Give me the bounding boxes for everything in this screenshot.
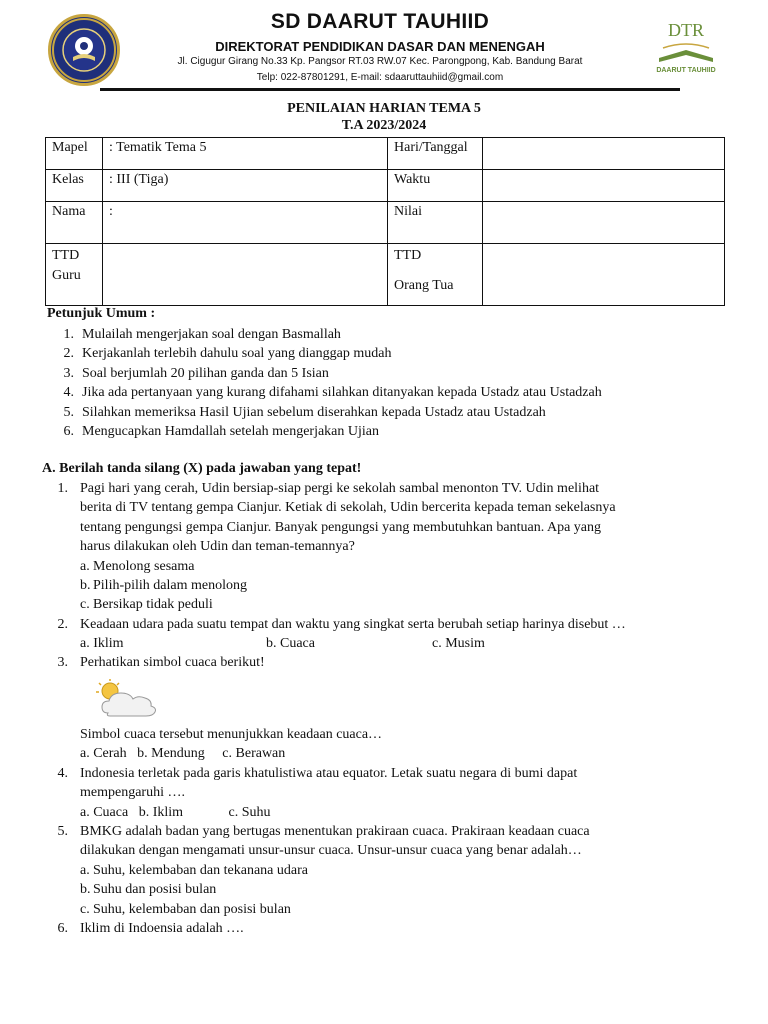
ttd-guru-field[interactable] bbox=[103, 244, 388, 306]
waktu-field[interactable] bbox=[483, 170, 725, 202]
partly-cloudy-icon bbox=[96, 679, 160, 719]
option-letter: a. bbox=[80, 862, 90, 878]
waktu-label: Waktu bbox=[388, 170, 483, 202]
question-line: BMKG adalah badan yang bertugas menentukan prakiraan cuaca. Prakiraan keadaan cuaca bbox=[80, 824, 590, 839]
nilai-label: Nilai bbox=[388, 202, 483, 244]
option-a[interactable]: a. Iklim bbox=[80, 636, 124, 652]
instruction-item: 3. Soal berjumlah 20 pilihan ganda dan 5 Isian bbox=[63, 365, 329, 381]
school-address: Jl. Cigugur Girang No.33 Kp. Pangsor RT.03 RW.07 Kec. Parongpong, Kab. Bandung Barat bbox=[177, 56, 583, 67]
instructions-list bbox=[47, 325, 602, 441]
option-letter: c. bbox=[80, 597, 90, 613]
question-number: 5. bbox=[57, 824, 68, 839]
option-letter: b. bbox=[80, 882, 91, 898]
student-info-table bbox=[45, 137, 725, 306]
directorate-name: DIREKTORAT PENDIDIKAN DASAR DAN MENENGAH bbox=[215, 39, 545, 54]
question-line: harus dilakukan oleh Udin dan teman-temannya? bbox=[80, 539, 355, 555]
instruction-item: 1. Mulailah mengerjakan soal dengan Basmallah bbox=[63, 327, 341, 342]
question-number: 6. bbox=[57, 921, 68, 936]
option-text: Pilih-pilih dalam menolong bbox=[93, 578, 247, 593]
kelas-value: : III (Tiga) bbox=[103, 170, 388, 202]
question-line: tentang pengungsi gempa Cianjur. Banyak pengungsi yang membutuhkan bantuan. Apa yang bbox=[80, 519, 602, 535]
question-text: Perhatikan simbol cuaca berikut! bbox=[80, 655, 265, 670]
ttd-guru-line2: Guru bbox=[52, 268, 81, 283]
school-seal-logo bbox=[48, 14, 120, 86]
option-c[interactable]: c. Musim bbox=[432, 636, 485, 652]
ttd-ortu-line1: TTD bbox=[394, 248, 422, 263]
options-line[interactable]: a. Cuaca b. Iklim c. Suhu bbox=[80, 804, 271, 820]
instruction-text: Mengucapkan Hamdallah setelah mengerjakan Ujian bbox=[82, 423, 379, 439]
kelas-label: Kelas bbox=[46, 170, 103, 202]
instruction-text: Jika ada pertanyaan yang kurang difahami silahkan ditanyakan kepada Ustadz atau Ustadzah bbox=[82, 385, 602, 401]
option-text: Suhu, kelembaban dan tekanana udara bbox=[93, 862, 308, 878]
instruction-item: 2. Kerjakanlah terlebih dahulu soal yang dianggap mudah bbox=[63, 346, 392, 362]
dt-logo bbox=[645, 14, 727, 88]
hari-field[interactable] bbox=[483, 138, 725, 170]
hari-label: Hari/Tanggal bbox=[388, 138, 483, 170]
ttd-guru-label bbox=[46, 244, 103, 306]
instruction-item: 6. Mengucapkan Hamdallah setelah mengerjakan Ujian bbox=[63, 423, 379, 439]
nama-label: Nama bbox=[46, 202, 103, 244]
letterhead bbox=[0, 0, 768, 92]
option-b[interactable] bbox=[80, 576, 247, 595]
option-a[interactable] bbox=[80, 557, 194, 576]
header-rule bbox=[100, 88, 680, 91]
options-line[interactable]: a. Cerah b. Mendung c. Berawan bbox=[80, 746, 286, 762]
question-number: 4. bbox=[57, 766, 68, 781]
ttd-guru-line1: TTD bbox=[52, 248, 80, 263]
instruction-text: Kerjakanlah terlebih dahulu soal yang dianggap mudah bbox=[82, 346, 392, 362]
instruction-item: 5. Silahkan memeriksa Hasil Ujian sebelum diserahkan kepada Ustadz atau Ustadzah bbox=[63, 404, 546, 420]
instruction-text: Soal berjumlah 20 pilihan ganda dan 5 Isian bbox=[82, 365, 329, 381]
option-text: Suhu dan posisi bulan bbox=[93, 882, 217, 898]
question-number: 1. bbox=[57, 481, 68, 496]
question-text: Iklim di Indoensia adalah …. bbox=[80, 921, 244, 936]
ttd-ortu-label bbox=[388, 244, 483, 306]
option-text: Bersikap tidak peduli bbox=[93, 597, 213, 613]
nama-field[interactable]: : bbox=[103, 202, 388, 244]
option-c[interactable] bbox=[80, 900, 291, 919]
instruction-text: Mulailah mengerjakan soal dengan Basmallah bbox=[82, 327, 341, 342]
dt-logo-name: DAARUT TAUHIID bbox=[656, 67, 716, 74]
option-letter: c. bbox=[80, 901, 90, 917]
school-name: SD DAARUT TAUHIID bbox=[270, 10, 490, 33]
ttd-ortu-line2: Orang Tua bbox=[394, 278, 454, 293]
ttd-ortu-field[interactable] bbox=[483, 244, 725, 306]
mapel-label: Mapel bbox=[46, 138, 103, 170]
option-c[interactable] bbox=[80, 595, 213, 614]
question-line: Indonesia terletak pada garis khatulistiwa atau equator. Letak suatu negara di bumi dapat bbox=[80, 766, 578, 781]
question-line: Pagi hari yang cerah, Udin bersiap-siap pergi ke sekolah sambal menonton TV. Udin melihat bbox=[80, 481, 600, 496]
option-b[interactable]: b. Cuaca bbox=[266, 636, 315, 652]
section-a-heading: A. Berilah tanda silang (X) pada jawaban yang tepat! bbox=[42, 461, 362, 476]
option-a[interactable] bbox=[80, 861, 308, 880]
option-b[interactable] bbox=[80, 880, 216, 899]
school-year: T.A 2023/2024 bbox=[341, 118, 427, 133]
dt-logo-mark: DTR bbox=[668, 20, 704, 40]
option-text: Suhu, kelembaban dan posisi bulan bbox=[93, 901, 291, 917]
question-number: 2. bbox=[57, 617, 68, 632]
nilai-field[interactable] bbox=[483, 202, 725, 244]
question-text: Keadaan udara pada suatu tempat dan waktu yang singkat serta berubah setiap harinya disebut … bbox=[80, 617, 626, 632]
question-line: mempengaruhi …. bbox=[80, 785, 185, 801]
instruction-item: 4. Jika ada pertanyaan yang kurang difahami silahkan ditanyakan kepada Ustadz atau Ustadzah bbox=[63, 385, 602, 401]
question-number: 3. bbox=[57, 655, 68, 670]
school-contact: Telp: 022-87801291, E-mail: sdaaruttauhiid@gmail.com bbox=[256, 72, 504, 83]
mapel-value: : Tematik Tema 5 bbox=[103, 138, 388, 170]
question-line: berita di TV tentang gempa Cianjur. Ketiak di sekolah, Udin bercerita kepada teman sekelasnya bbox=[80, 500, 616, 516]
option-text: Menolong sesama bbox=[93, 558, 195, 574]
instructions-heading: Petunjuk Umum : bbox=[47, 306, 156, 321]
question-line: dilakukan dengan mengamati unsur-unsur cuaca. Unsur-unsur cuaca yang benar adalah… bbox=[80, 843, 582, 859]
question-text: Simbol cuaca tersebut menunjukkan keadaan cuaca… bbox=[80, 727, 383, 742]
instruction-text: Silahkan memeriksa Hasil Ujian sebelum diserahkan kepada Ustadz atau Ustadzah bbox=[82, 404, 546, 420]
option-letter: a. bbox=[80, 558, 90, 574]
exam-title: PENILAIAN HARIAN TEMA 5 bbox=[287, 101, 481, 116]
option-letter: b. bbox=[80, 578, 91, 593]
